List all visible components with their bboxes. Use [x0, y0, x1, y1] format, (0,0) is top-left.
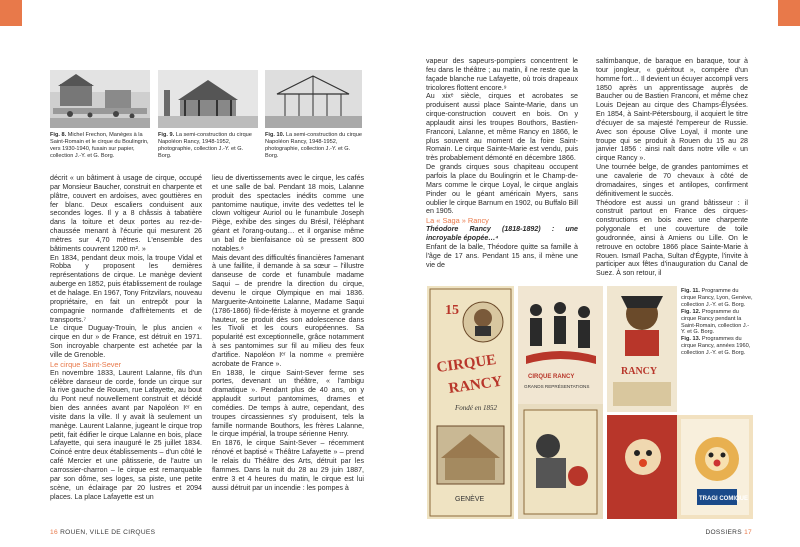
paragraph: lieu de divertissements avec le cirque, les cafés et une salle de bal. Pendant 18 mois, Lalanne produit des spectacles inédits comme une pantomime nautique, invite des vedettes tel le clown voltigeur Auriol ou le funambule Joseph Piège, exhibe des singes du Brésil, l'éléphant géant et l'orang-outang… et il organise même un bal de bienfaisance où se pressent 800 notables.⁸ [212, 174, 364, 253]
left-page-tab [0, 0, 22, 26]
fig10-caption: Fig. 10. La semi-construction du cirque Napoléon Rancy, 1948-1952, photographie, collection J.-Y. et G. Borg. [265, 132, 363, 159]
paragraph: vapeur des sapeurs-pompiers concentrent le feu dans le théâtre ; au matin, il ne reste que la façade blanche rue Lafayette, où trois drapeaux tricolores flottent encore.⁹ [426, 57, 578, 92]
paragraph: Au xixᵉ siècle, cirques et acrobates se produisent aussi place Sainte-Marie, dans un cirque-construction couvert en bois. On y applaudit ainsi les troupes Bouthors, Bastien-Franconi, Lalanne, et même Rancy en 1866, le plus souvent au moment de la foire Saint-Romain. Le cirque Sainte-Marie est vendu, puis très probablement démonté en décembre 1866. [426, 92, 578, 163]
section-heading: La « Saga » Rancy [426, 216, 489, 226]
paragraph: Le cirque Duguay-Trouin, le plus ancien « cirque en dur » de France, est détruit en 1971. Son incroyable charpente est achetée par la ville de Grenoble. [50, 324, 202, 359]
running-title-right: DOSSIERS [705, 529, 742, 536]
paragraph: En 1834, pendant deux mois, la troupe Vidal et Robba y proposent les dernières représentations de cirque. Le manège devient auberge en 1852, puis établissement de roulage et de halage. En 1967, Tony Fritzvilars, nouveau propriétaire, en fait un entrepôt pour la compagnie normande d'affrètements et de transports.⁷ [50, 253, 202, 324]
page-number-left: 16 [50, 529, 58, 536]
fig9-caption: Fig. 9. La semi-construction du cirque Napoléon Rancy, 1948-1952, photographie, collection J.-Y. et G. Borg. [158, 132, 252, 159]
paragraph: Enfant de la balle, Théodore quitte sa famille à l'âge de 17 ans. Pendant 15 ans, il mène une vie de [426, 242, 578, 269]
paragraph: Mais devant des difficultés financières l'amenant à une faillite, il demande à sa sœur – l'illustre danseuse de corde et funambule madame Saqui – de prendre la direction du cirque, devenu le cirque Olympique en mai 1836. Marguerite-Antoinette Lalanne, Madame Saqui (1786-1866) fil-de-fériste à moyenne et grande hauteur, se produit dès son adolescence dans les Tivoli et les cours européennes. Sa popularité est exceptionnelle, grâce notamment à ses pantomimes sur fil au milieu des feux d'artifice. Napoléon Iᵉʳ la nomme « première acrobate de France ». [212, 253, 364, 368]
paragraph: En 1876, le cirque Saint-Sever – récemment rénové et baptisé « Théâtre Lafayette » – prend le relais du Théâtre des Arts, détruit par les flammes. Dans la nuit du 28 au 29 juin 1887, entre 3 et 4 heures du matin, le cirque est lui aussi détruit par un incendie : les pompes à [212, 439, 364, 492]
text-column-4 [596, 57, 748, 278]
poster-title-2: RANCY [447, 373, 504, 398]
poster-badge: TRAGI COMIQUE [699, 496, 748, 502]
poster-year: 15 [445, 303, 459, 318]
footer-left [50, 529, 155, 536]
fig11-13-captions [681, 288, 753, 357]
text-column-3 [426, 57, 578, 269]
text-column-2 [212, 174, 364, 492]
poster-line-2: GRANDS REPRÉSENTATIONS [524, 384, 590, 389]
paragraph: En 1838, le cirque Saint-Sever ferme ses portes, devenant un théâtre, « l'ambigu dramatique ». Pendant plus de 40 ans, on y applaudit surtout pantomimes, drames et comédies. De temps à autre, cependant, des troupes circassiennes s'y produisent, tels la famille normande Bouthors, les frères Lalanne, le cirque impérial, la troupe sérienne Henry. [212, 368, 364, 439]
text-column-1 [50, 174, 202, 501]
fig10-photo [265, 70, 362, 128]
poster-line-1: CIRQUE RANCY [528, 374, 575, 380]
paragraph: En novembre 1833, Laurent Lalanne, fils d'un célèbre danseur de corde, fonde un cirque sur la rive gauche de Rouen, rue Lafayette, au bout du Pont neuf nouvellement construit et décidé bien des années avant par Napoléon Iᵉʳ en visite dans la ville. Il y avait là seulement un manège. Laurent Lalanne, jugeant le cirque trop petit, fait édifier le cirque Lalanne en bois, place Lafayette, qui sera inauguré le 25 juillet 1834. Coincé entre deux établissements – d'un côté le café Mercier et une pâtisserie, de l'autre un carrossier-charron – le cirque est remarquable par son dôme, ses loges, sa piste, une petite scène, un éclairage par 20 lustres et 2094 places. La place Lafayette est un [50, 368, 202, 501]
running-title-left: ROUEN, VILLE DE CIRQUES [60, 529, 156, 536]
page-number-right: 17 [744, 529, 752, 536]
paragraph: Une tournée belge, de grandes pantomimes et une cavalerie de 70 chevaux à côté de dromadaires, singes et antilopes, confirment définitivement le succès. [596, 163, 748, 198]
section-heading: Le cirque Saint-Sever [50, 359, 122, 369]
fig11-poster [427, 286, 514, 519]
paragraph: De grands cirques sous chapiteau occupent parfois la place du Boulingrin et le Champ-de-Mars comme le cirque Loyal, le cirque anglais Pinder ou le géant américain Myers, sans oublier le cirque Barnum en 1902, ou Buffalo Bill en 1905. [426, 163, 578, 216]
fig12-caption: Fig. 12. Programme du cirque Rancy pendant la Saint-Romain, collection J.-Y. et G. Borg. [681, 308, 750, 336]
fig13-poster-bottom [607, 415, 753, 519]
poster-name: RANCY [621, 366, 658, 377]
paragraph: saltimbanque, de baraque en baraque, tour à tour jongleur, « guéritout », compère d'un homme fort… Il devient un écuyer accompli vers 1850 après un apprentissage auprès de Baucher ou de Bastien Franconi, et même chez Louis Dejean au cirque des Champs-Élysées. En 1854, à Saint-Pétersbourg, il acquiert le titre d'écuyer de sa majesté l'empereur de Russie. Avec son épouse Olive Loyal, il monte une troupe qui se produit à Rouen du 15 au 28 janvier 1856 : ainsi naît dans notre ville « un cirque Rancy ». [596, 57, 748, 163]
poster-since: Fondé en 1852 [455, 404, 497, 412]
footer-right [705, 529, 752, 536]
poster-title-1: CIRQUE [435, 351, 498, 377]
fig8-photo [50, 70, 150, 128]
subheading: Théodore Rancy (1818-1892) : une incroyable épopée…⁴ [426, 225, 578, 243]
paragraph: Théodore est aussi un grand bâtisseur : il construit partout en France des cirques-constructions en bois avec une charpente polygonale et une couverture de toile goudronnée, ainsi à Amiens ou Lille. On le retrouve en octobre 1866 place Sainte-Marie à Rouen. Ismaïl Pacha, Sultan d'Égypte, l'invite à participer aux fêtes d'inauguration du Canal de Suez. À son retour, il [596, 198, 748, 278]
fig12-poster [518, 286, 603, 519]
fig8-caption: Fig. 8. Michel Frechon, Manèges à la Saint-Romain et le cirque du Boulingrin, vers 1930-1940, fusain sur papier, collection J.-Y. et G. Borg. [50, 132, 149, 159]
poster-city: GENÈVE [455, 496, 485, 503]
fig9-photo [158, 70, 258, 128]
paragraph: décrit « un bâtiment à usage de cirque, occupé par Monsieur Baucher, construit en charpente et plâtre, couvert en ardoises, avec gouttières en fer blanc. Deux escaliers conduisent aux secondes loges. Il y a 8 châssis à tabatière dans la toiture et deux portes au rez-de-chaussée menant à l'écurie qui mesurent 26 mètres sur 4,70 mètres. L'ensemble des bâtiments couvrent 1200 m². » [50, 174, 202, 253]
fig11-caption: Fig. 11. Programme du cirque Rancy, Lyon, Genève, collection J.-Y. et G. Borg. [681, 288, 753, 308]
right-page-tab [778, 0, 800, 26]
fig13-poster-top [607, 286, 677, 412]
fig13-caption: Fig. 13. Programmes du cirque Rancy, années 1960, collection J.-Y. et G. Borg. [681, 336, 751, 357]
